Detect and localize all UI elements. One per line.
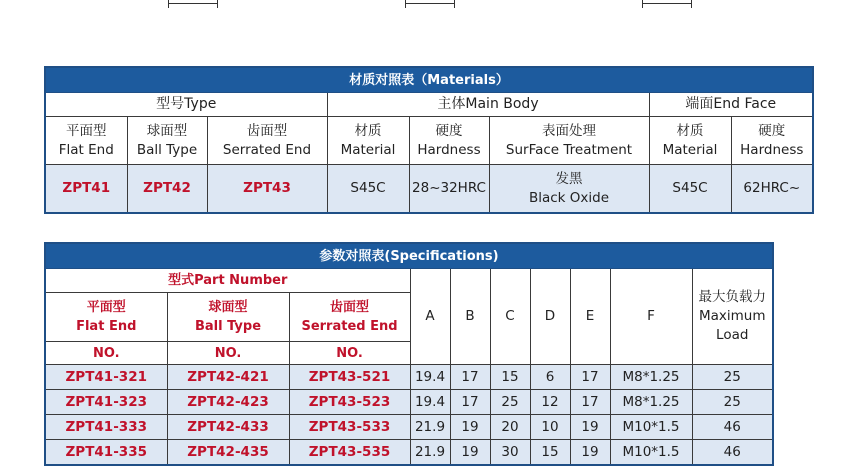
spec-value-cell: M8*1.25 [610, 365, 692, 390]
spec-value-cell: 19 [570, 415, 610, 440]
spec-value-cell: 25 [692, 390, 773, 415]
spec-header-serrated-end: 齿面型 Serrated End [289, 293, 410, 342]
value-serrated-type: ZPT43 [207, 165, 327, 214]
table-row [45, 390, 773, 415]
spec-value-cell: 46 [692, 440, 773, 466]
col-d-header: D [530, 269, 570, 365]
materials-title: 材质对照表（Materials） [45, 67, 813, 93]
spec-value-cell: 21.9 [410, 440, 450, 466]
header-ball-type: 球面型 Ball Type [127, 117, 207, 165]
no-header-flat: NO. [45, 342, 167, 365]
header-body-material: 材质 Material [327, 117, 409, 165]
part-number-cell: ZPT41-335 [45, 440, 167, 466]
dimension-mark-middle [405, 0, 455, 8]
no-header-serrated: NO. [289, 342, 410, 365]
spec-value-cell: 19 [570, 440, 610, 466]
spec-value-cell: 30 [490, 440, 530, 466]
value-ball-type: ZPT42 [127, 165, 207, 214]
value-face-material: S45C [649, 165, 731, 214]
part-number-cell: ZPT43-533 [289, 415, 410, 440]
group-type: 型号Type [45, 93, 327, 117]
spec-value-cell: 25 [490, 390, 530, 415]
group-end-face: 端面End Face [649, 93, 813, 117]
spec-value-cell: 25 [692, 365, 773, 390]
value-face-hardness: 62HRC~ [731, 165, 813, 214]
materials-table [44, 66, 814, 214]
no-header-ball: NO. [167, 342, 289, 365]
part-number-cell: ZPT43-521 [289, 365, 410, 390]
dimension-mark-right [642, 0, 692, 8]
specifications-table [44, 242, 774, 466]
spec-value-cell: 17 [570, 365, 610, 390]
table-row [45, 440, 773, 466]
part-number-header: 型式Part Number [45, 269, 410, 293]
table-row [45, 415, 773, 440]
spec-value-cell: 17 [570, 390, 610, 415]
col-c-header: C [490, 269, 530, 365]
spec-value-cell: 19.4 [410, 390, 450, 415]
spec-value-cell: 19.4 [410, 365, 450, 390]
spec-value-cell: 46 [692, 415, 773, 440]
value-surface-treatment: 发黑 Black Oxide [489, 165, 649, 214]
spec-header-ball-type: 球面型 Ball Type [167, 293, 289, 342]
part-number-cell: ZPT41-321 [45, 365, 167, 390]
dimension-mark-left [168, 0, 218, 8]
spec-header-flat-end: 平面型 Flat End [45, 293, 167, 342]
col-f-header: F [610, 269, 692, 365]
part-number-cell: ZPT43-523 [289, 390, 410, 415]
spec-value-cell: 17 [450, 390, 490, 415]
spec-value-cell: 15 [530, 440, 570, 466]
header-surface-treatment: 表面处理 SurFace Treatment [489, 117, 649, 165]
part-number-cell: ZPT41-323 [45, 390, 167, 415]
spec-value-cell: 21.9 [410, 415, 450, 440]
header-face-material: 材质 Material [649, 117, 731, 165]
table-row [45, 365, 773, 390]
value-flat-type: ZPT41 [45, 165, 127, 214]
spec-value-cell: M10*1.5 [610, 415, 692, 440]
part-number-cell: ZPT42-421 [167, 365, 289, 390]
specifications-title: 参数对照表(Specifications) [45, 243, 773, 269]
value-body-hardness: 28~32HRC [409, 165, 489, 214]
spec-value-cell: M8*1.25 [610, 390, 692, 415]
group-main-body: 主体Main Body [327, 93, 649, 117]
part-number-cell: ZPT42-435 [167, 440, 289, 466]
col-e-header: E [570, 269, 610, 365]
spec-value-cell: 12 [530, 390, 570, 415]
max-load-header: 最大负载力 Maximum Load [692, 269, 773, 365]
spec-value-cell: 19 [450, 415, 490, 440]
header-body-hardness: 硬度 Hardness [409, 117, 489, 165]
col-b-header: B [450, 269, 490, 365]
spec-value-cell: 17 [450, 365, 490, 390]
header-flat-end: 平面型 Flat End [45, 117, 127, 165]
spec-value-cell: 19 [450, 440, 490, 466]
spec-value-cell: 6 [530, 365, 570, 390]
part-number-cell: ZPT42-433 [167, 415, 289, 440]
spec-value-cell: 10 [530, 415, 570, 440]
spec-value-cell: 15 [490, 365, 530, 390]
spec-value-cell: 20 [490, 415, 530, 440]
part-number-cell: ZPT42-423 [167, 390, 289, 415]
spec-value-cell: M10*1.5 [610, 440, 692, 466]
part-number-cell: ZPT41-333 [45, 415, 167, 440]
col-a-header: A [410, 269, 450, 365]
value-body-material: S45C [327, 165, 409, 214]
part-number-cell: ZPT43-535 [289, 440, 410, 466]
header-serrated-end: 齿面型 Serrated End [207, 117, 327, 165]
header-face-hardness: 硬度 Hardness [731, 117, 813, 165]
